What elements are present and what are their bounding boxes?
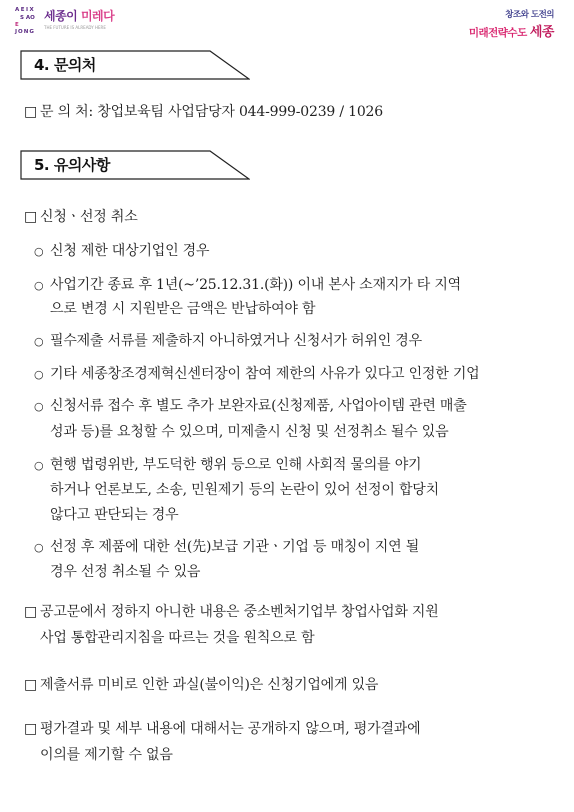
section-heading-contact [20, 50, 250, 79]
notes-subitem: ○ 신청 제한 대상기업인 경우 [34, 241, 209, 262]
notes-item-continued: 사업 통합관리지침을 따르는 것을 원칙으로 함 [40, 630, 315, 646]
notes-subitem: ○ 신청서류 접수 후 별도 추가 보완자료(신청제품, 사업아이템 관련 매출 [34, 396, 467, 417]
logo-name-accent: 미레다 [80, 9, 115, 23]
circle-bullet-icon: ○ [34, 368, 44, 381]
notes-subitem-continued: 으로 변경 시 지원받은 금액은 반납하여야 함 [50, 301, 316, 317]
notes-item: □ 공고문에서 정하지 아니한 내용은 중소벤처기업부 창업사업화 지원 [24, 604, 439, 620]
notes-item-continued: 이의를 제기할 수 없음 [40, 747, 173, 763]
notes-item: □ 신청ㆍ선정 취소 [24, 209, 138, 225]
logo-name: 세종이 [44, 9, 78, 23]
circle-bullet-icon: ○ [34, 245, 44, 258]
city-slogan-top: 창조와 도전의 [505, 10, 554, 20]
logo-mark: AEIX S AO E JONG [15, 7, 36, 35]
sejong-future-logo [14, 7, 114, 37]
sejong-city-logo [469, 8, 554, 40]
notes-subitem: ○ 필수제출 서류를 제출하지 아니하였거나 신청서가 허위인 경우 [34, 331, 422, 352]
notes-subitem-continued: 경우 선정 취소될 수 있음 [50, 564, 201, 580]
square-bullet-icon: □ [24, 721, 38, 737]
circle-bullet-icon: ○ [34, 459, 44, 472]
notes-subitem: ○ 기타 세종창조경제혁신센터장이 참여 제한의 사유가 있다고 인정한 기업 [34, 364, 479, 385]
notes-subitem-continued: 않다고 판단되는 경우 [50, 507, 179, 523]
section-title: 4. 문의처 [34, 56, 96, 74]
notes-subitem-continued: 하거나 언론보도, 소송, 민원제기 등의 논란이 있어 선정이 합당치 [50, 482, 439, 498]
notes-subitem: ○ 선정 후 제품에 대한 선(先)보급 기관ㆍ기업 등 매칭이 지연 될 [34, 537, 419, 558]
circle-bullet-icon: ○ [34, 335, 44, 348]
section-heading-notes [20, 150, 250, 179]
circle-bullet-icon: ○ [34, 279, 44, 292]
square-bullet-icon: □ [24, 604, 38, 620]
notes-item: □ 평가결과 및 세부 내용에 대해서는 공개하지 않으며, 평가결과에 [24, 721, 421, 737]
logo-subtitle: THE FUTURE IS ALREADY HERE [44, 25, 106, 30]
city-name: 세종 [529, 25, 554, 40]
section-title: 5. 유의사항 [34, 156, 110, 174]
contact-line: □ 문 의 처: 창업보육팀 사업담당자 044-999-0239 / 1026 [24, 104, 383, 120]
notes-subitem-continued: 성과 등)를 요청할 수 있으며, 미제출시 신청 및 선정취소 될수 있음 [50, 424, 449, 440]
circle-bullet-icon: ○ [34, 541, 44, 554]
circle-bullet-icon: ○ [34, 400, 44, 413]
city-slogan-bottom: 미래전략수도 [468, 27, 527, 39]
notes-subitem: ○ 현행 법령위반, 부도덕한 행위 등으로 인해 사회적 물의를 야기 [34, 455, 421, 476]
square-bullet-icon: □ [24, 104, 38, 120]
square-bullet-icon: □ [24, 209, 38, 225]
square-bullet-icon: □ [24, 677, 38, 693]
page-header [0, 0, 574, 40]
notes-subitem: ○ 사업기간 종료 후 1년(~’25.12.31.(화)) 이내 본사 소재지가 타 지역 [34, 275, 461, 296]
notes-item: □ 제출서류 미비로 인한 과실(불이익)은 신청기업에게 있음 [24, 677, 379, 693]
